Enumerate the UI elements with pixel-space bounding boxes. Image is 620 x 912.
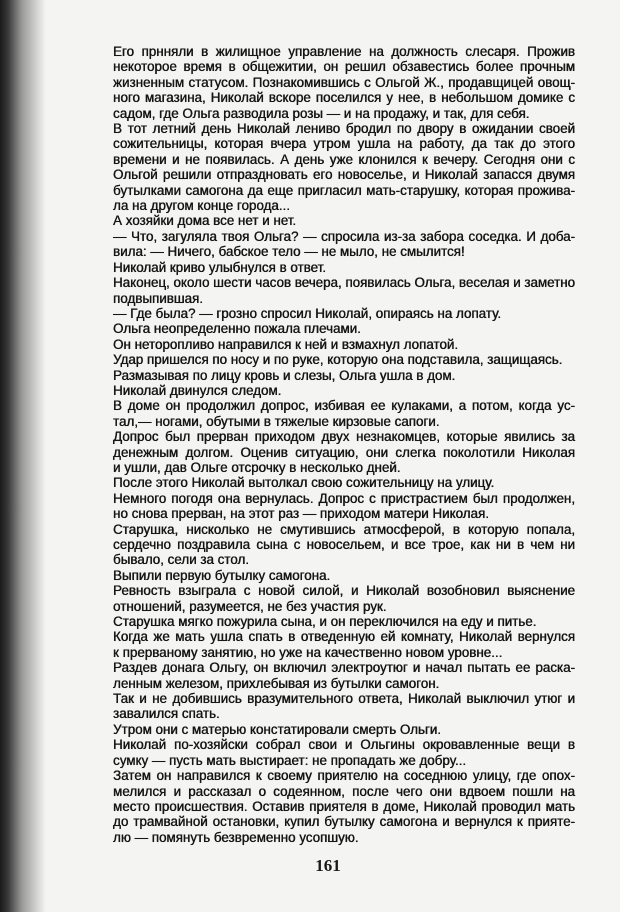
- text-line-row: [113, 491, 575, 506]
- text-line-row: [113, 244, 575, 259]
- text-line-row: [113, 90, 575, 105]
- paragraph: [113, 722, 575, 737]
- paragraph: [113, 583, 575, 614]
- paragraph: [113, 691, 575, 722]
- text-line-row: [113, 321, 575, 336]
- text-line-row: [113, 660, 575, 675]
- text-line-row: [113, 106, 575, 121]
- text-line-row: [113, 614, 575, 629]
- text-line-row: [113, 799, 575, 814]
- text-line-row: [113, 552, 575, 567]
- text-line-row: [113, 522, 575, 537]
- text-line: Ольгой решили отпраздновать его новоселье, и Николай запасся двумя: [113, 167, 575, 183]
- paragraph: [113, 737, 575, 768]
- text-line-row: [113, 383, 575, 398]
- paragraph: [113, 660, 575, 691]
- text-line-row: [113, 59, 575, 74]
- text-line: завалился спать.: [113, 706, 220, 722]
- text-line-row: [113, 784, 575, 799]
- text-line: — Что, загуляла твоя Ольга? — спросила из-за забора соседка. И доба-: [113, 228, 576, 244]
- text-line-row: [113, 352, 575, 367]
- paragraph: [113, 491, 575, 522]
- text-line: Николай по-хозяйски собрал свои и Ольгины окровавленные вещи в: [113, 737, 575, 753]
- paragraph: [113, 614, 575, 629]
- text-line: Удар пришелся по носу и по руке, которую она подставила, защищаясь.: [113, 352, 563, 368]
- paragraph: [113, 475, 575, 490]
- text-line: — Где была? — грозно спросил Николай, опираясь на лопату.: [113, 305, 502, 321]
- paragraph: [113, 398, 575, 429]
- text-line-row: [113, 599, 575, 614]
- text-line-row: [113, 414, 575, 429]
- paragraph: [113, 213, 575, 228]
- text-line: Его прнняли в жилищное управление на должность слесаря. Прожив: [113, 44, 575, 59]
- paragraph: [113, 429, 575, 475]
- paragraph: [113, 44, 575, 121]
- text-line: Николай криво улыбнулся в ответ.: [113, 259, 326, 275]
- text-line: Николай двинулся следом.: [113, 382, 282, 398]
- text-line: Ольга неопределенно пожала плечами.: [113, 321, 361, 337]
- text-line: времени и не появилась. А день уже клонился к вечеру. Сегодня они с: [113, 151, 575, 167]
- paragraph: [113, 275, 575, 306]
- text-line-row: [113, 291, 575, 306]
- text-line: Наконец, около шести часов вечера, появилась Ольга, веселая и заметно: [113, 275, 575, 291]
- text-line: В тот летний день Николай лениво бродил по двору в ожидании своей: [113, 121, 575, 137]
- paragraph: [113, 229, 575, 260]
- text-line: бутылками самогона да еще пригласил мать-старушку, которая прожива-: [113, 182, 575, 198]
- text-line-row: [113, 136, 575, 151]
- text-line-row: [113, 275, 575, 290]
- text-line-row: [113, 737, 575, 752]
- text-line: Раздев донага Ольгу, он включил электроутюг и начал пытать ее раска-: [113, 660, 575, 676]
- paragraph: [113, 368, 575, 383]
- text-line-row: [113, 44, 575, 59]
- text-line-row: [113, 583, 575, 598]
- text-line: и ушли, дав Ольге отсрочку в несколько дней.: [113, 459, 401, 475]
- text-line: сожительницы, которая вчера утром ушла на работу, да так до этого: [113, 136, 575, 152]
- text-line: к прерваному занятию, но уже на качественно новом уровне...: [113, 644, 503, 660]
- text-line-row: [113, 368, 575, 383]
- text-line-row: [113, 429, 575, 444]
- paragraph: [113, 768, 575, 845]
- text-line-row: [113, 198, 575, 213]
- text-line: Выпили первую бутылку самогона.: [113, 567, 331, 583]
- text-line-row: [113, 213, 575, 228]
- text-line: ного магазина, Николай вскоре поселился у нее, в небольшом домике с: [113, 90, 575, 106]
- text-line: некоторое время в общежитии, он решил обзавестись более прочным: [113, 59, 575, 75]
- paragraph: [113, 260, 575, 275]
- text-line: Утром они с матерью констатировали смерть Ольги.: [113, 721, 441, 737]
- paragraph: [113, 383, 575, 398]
- text-line-row: [113, 229, 575, 244]
- paragraph: [113, 522, 575, 568]
- paragraph: [113, 337, 575, 352]
- text-line: Затем он направился к своему приятелю на соседнюю улицу, где опох-: [113, 768, 575, 784]
- text-line: до трамвайной остановки, купил бутылку самогона и вернулся к прияте-: [113, 814, 575, 830]
- text-line: жизненным статусом. Познакомившись с Ольгой Ж., продавщицей овощ-: [113, 74, 575, 90]
- paragraph: [113, 306, 575, 321]
- text-line-row: [113, 645, 575, 660]
- text-line: мелился и рассказал о содеянном, после чего они вдвоем пошли на: [113, 783, 575, 799]
- page-number: 161: [315, 856, 341, 875]
- text-line: Старушка мягко пожурила сына, и он переключился на еду и питье.: [113, 614, 537, 630]
- text-line: Размазывая по лицу кровь и слезы, Ольга ушла в дом.: [113, 367, 456, 383]
- text-line: подвыпившая.: [113, 290, 203, 306]
- text-line: денежным долгом. Оценив ситуацию, они слегка поколотили Николая: [113, 444, 576, 460]
- text-line: отношений, разумеется, не без участия рук.: [113, 598, 387, 614]
- text-line: Немного погодя она вернулась. Допрос с пристрастием был продолжен,: [113, 490, 575, 506]
- text-line: Ревность взыграла с новой силой, и Николай возобновил выяснение: [113, 583, 575, 599]
- text-line: Когда же мать ушла спать в отведенную ей комнату, Николай вернулся: [113, 629, 575, 645]
- text-line-row: [113, 398, 575, 413]
- paragraph: [113, 321, 575, 336]
- text-line: лю — помянуть безвременно усопшую.: [113, 829, 359, 845]
- paragraph: [113, 629, 575, 660]
- text-line-row: [113, 75, 575, 90]
- text-line: Допрос был прерван приходом двух незнакомцев, которые явились за: [113, 429, 575, 445]
- text-line: но снова прерван, на этот раз — приходом матери Николая.: [113, 506, 489, 522]
- text-line-row: [113, 306, 575, 321]
- text-line-row: [113, 475, 575, 490]
- text-line-row: [113, 722, 575, 737]
- text-line: бывало, сели за стол.: [113, 552, 249, 568]
- text-line-row: [113, 691, 575, 706]
- text-line-row: [113, 814, 575, 829]
- adjacent-page-edge: [0, 0, 46, 912]
- text-line: ла на другом конце города...: [113, 198, 290, 214]
- page-body-text: [113, 44, 575, 845]
- text-line-row: [113, 183, 575, 198]
- text-line-row: [113, 768, 575, 783]
- paragraph: [113, 352, 575, 367]
- text-line-row: [113, 445, 575, 460]
- text-line: Старушка, нисколько не смутившись атмосферой, в которую попала,: [113, 521, 575, 537]
- text-line-row: [113, 337, 575, 352]
- text-line: садом, где Ольга разводила розы — и на продажу, и так, для себя.: [113, 105, 530, 121]
- text-line: А хозяйки дома все нет и нет.: [113, 213, 297, 229]
- text-line-row: [113, 676, 575, 691]
- text-line: сердечно поздравила сына с новосельем, и все трое, как ни в чем ни: [113, 537, 575, 552]
- text-line-row: [113, 167, 575, 182]
- paragraph: [113, 121, 575, 213]
- text-line: Он неторопливо направился к ней и взмахнул лопатой.: [113, 336, 459, 352]
- text-line-row: [113, 152, 575, 167]
- text-line-row: [113, 260, 575, 275]
- text-line-row: [113, 506, 575, 521]
- text-line: В доме он продолжил допрос, избивая ее кулаками, а потом, когда ус-: [113, 398, 575, 414]
- text-line-row: [113, 753, 575, 768]
- text-line: После этого Николай вытолкал свою сожительницу на улицу.: [113, 475, 495, 491]
- text-line-row: [113, 830, 575, 845]
- text-line-row: [113, 537, 575, 552]
- text-line: место происшествия. Оставив приятеля в доме, Николай проводил мать: [113, 798, 575, 814]
- text-line-row: [113, 121, 575, 136]
- text-line: сумку — пусть мать выстирает: не пропадать же добру...: [113, 752, 467, 768]
- text-line-row: [113, 460, 575, 475]
- paragraph: [113, 568, 575, 583]
- text-line: Так и не добившись вразумительного ответа, Николай выключил утюг и: [113, 691, 576, 707]
- text-line-row: [113, 706, 575, 721]
- text-line: вила: — Ничего, бабское тело — не мыло, не смылится!: [113, 244, 465, 260]
- text-line-row: [113, 629, 575, 644]
- text-line: тал,— ногами, обутыми в тяжелые кирзовые сапоги.: [113, 413, 440, 429]
- text-line: ленным железом, прихлебывая из бутылки самогон.: [113, 675, 440, 691]
- text-line-row: [113, 568, 575, 583]
